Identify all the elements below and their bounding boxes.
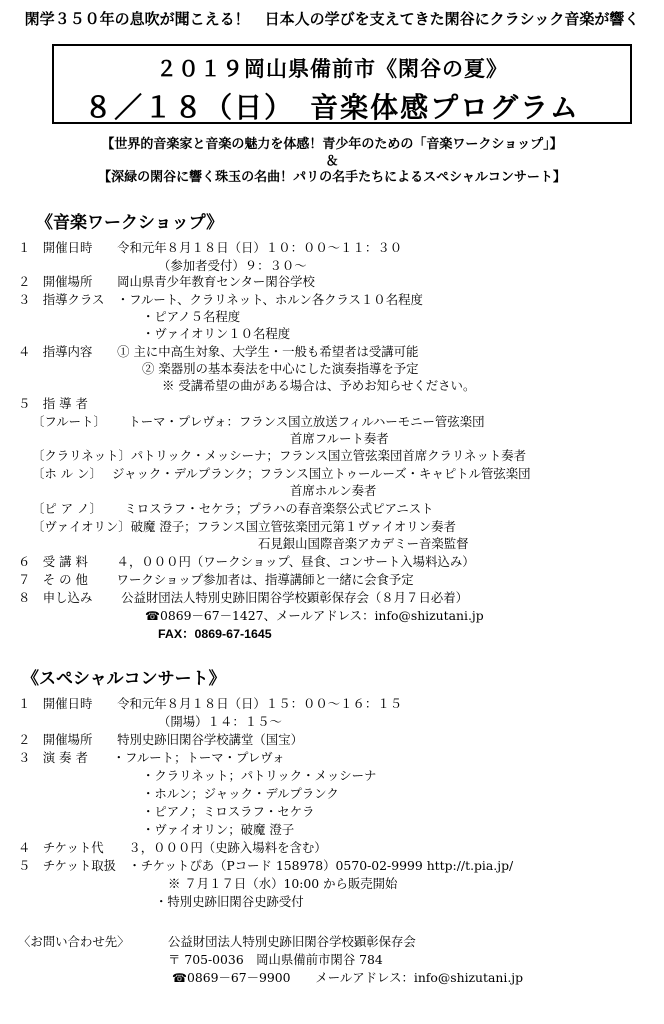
- workshop-line: 石見銀山国際音楽アカデミー音楽監督: [258, 536, 469, 551]
- workshop-line: ・ピアノ５名程度: [142, 309, 241, 324]
- contact-org: 公益財団法人特別史跡旧閑谷学校顕彰保存会: [168, 934, 416, 949]
- title-line-2: ８／１８（日） 音楽体感プログラム: [84, 91, 580, 124]
- tagline: 閑学３５０年の息吹が聞こえる！ 日本人の学びを支えてきた閑谷にクラシック音楽が響く: [24, 10, 640, 28]
- concert-line: ※ ７月１７日（水）10:00 から販売開始: [168, 876, 398, 891]
- workshop-line: 首席ホルン奏者: [290, 483, 377, 498]
- workshop-line: 〔ピ ア ノ〕 ミロスラフ・セケラ；プラハの春音楽祭公式ピアニスト: [32, 501, 434, 516]
- telephone-icon: ☎: [172, 971, 187, 985]
- contact-tel: ☎0869－67－9900 メールアドレス：info@shizutani.jp: [172, 970, 524, 985]
- concert-line: ５ チケット取扱 ・チケットぴあ（Pコード 158978）0570-02-9999 http://t.pia.jp/: [18, 858, 514, 873]
- workshop-line: （参加者受付）９：３０～: [158, 258, 307, 273]
- workshop-line: ② 楽器別の基本奏法を中心にした演奏指導を予定: [142, 361, 419, 376]
- workshop-line: 首席フルート奏者: [290, 431, 389, 446]
- banner-workshop: 【世界的音楽家と音楽の魅力を体感！青少年のための「音楽ワークショップ」】: [101, 137, 563, 152]
- telephone-icon: ☎: [145, 609, 160, 623]
- concert-line: ・ピアノ；ミロスラフ・セケラ: [142, 804, 315, 819]
- concert-line: ４ チケット代 ３，０００円（史跡入場料を含む）: [18, 840, 327, 855]
- concert-line: ・ヴァイオリン；破魔 澄子: [142, 822, 295, 837]
- concert-line: ・クラリネット；パトリック・メッシーナ: [142, 768, 377, 783]
- workshop-line: ５ 指 導 者: [18, 396, 88, 411]
- contact-label: 〈お問い合わせ先〉: [18, 934, 130, 949]
- workshop-line: ２ 開催場所 岡山県青少年教育センター閑谷学校: [18, 274, 315, 289]
- workshop-line: ７ そ の 他 ワークショップ参加者は、指導講師と一緒に会食予定: [18, 572, 414, 587]
- workshop-fax: FAX：0869-67-1645: [158, 627, 272, 641]
- banner-ampersand: ＆: [325, 154, 339, 169]
- workshop-heading: 《音楽ワークショップ》: [36, 213, 224, 233]
- workshop-line: ６ 受 講 料 ４，０００円（ワークショップ、昼食、コンサート入場料込み）: [18, 554, 475, 569]
- banner-concert: 【深緑の閑谷に響く珠玉の名曲！パリの名手たちによるスペシャルコンサート】: [98, 170, 566, 185]
- workshop-line: 〔ホ ル ン〕 ジャック・デルプランク；フランス国立トゥールーズ・キャピトル管弦楽団: [32, 466, 531, 481]
- workshop-line: 〔クラリネット〕パトリック・メッシーナ；フランス国立管弦楽団首席クラリネット奏者: [32, 448, 527, 463]
- concert-line: ２ 開催場所 特別史跡旧閑谷学校講堂（国宝）: [18, 732, 303, 747]
- workshop-line: ※ 受講希望の曲がある場合は、予めお知らせください。: [162, 378, 476, 393]
- workshop-line: ３ 指導クラス ・フルート、クラリネット、ホルン各クラス１０名程度: [18, 292, 423, 307]
- concert-line: （開場）１４：１５～: [158, 714, 282, 729]
- concert-line: １ 開催日時 令和元年８月１８日（日）１５：００～１６：１５: [18, 696, 403, 711]
- workshop-line: ８ 申し込み 公益財団法人特別史跡旧閑谷学校顕彰保存会（８月７日必着）: [18, 590, 469, 605]
- workshop-line: １ 開催日時 令和元年８月１８日（日）１０：００～１１：３０: [18, 240, 403, 255]
- concert-line: ３ 演 奏 者 ・フルート；トーマ・プレヴォ: [18, 750, 285, 765]
- workshop-line: ・ヴァイオリン１０名程度: [142, 326, 291, 341]
- workshop-line: 〔フルート〕 トーマ・プレヴォ：フランス国立放送フィルハーモニー管弦楽団: [32, 414, 485, 429]
- concert-line: ・ホルン；ジャック・デルプランク: [142, 786, 339, 801]
- workshop-line: 〔ヴァイオリン〕破魔 澄子；フランス国立管弦楽団元第１ヴァイオリン奏者: [32, 519, 456, 534]
- title-line-1: ２０１９岡山県備前市《閑谷の夏》: [156, 56, 508, 81]
- workshop-line: ４ 指導内容 ① 主に中高生対象、大学生・一般も希望者は受講可能: [18, 344, 419, 359]
- contact-address: 〒 705-0036 岡山県備前市閑谷 784: [168, 952, 383, 967]
- concert-heading: 《スペシャルコンサート》: [22, 669, 226, 689]
- concert-line: ・特別史跡旧閑谷史跡受付: [155, 894, 304, 909]
- workshop-tel: ☎0869－67－1427、メールアドレス：info@shizutani.jp: [145, 608, 484, 623]
